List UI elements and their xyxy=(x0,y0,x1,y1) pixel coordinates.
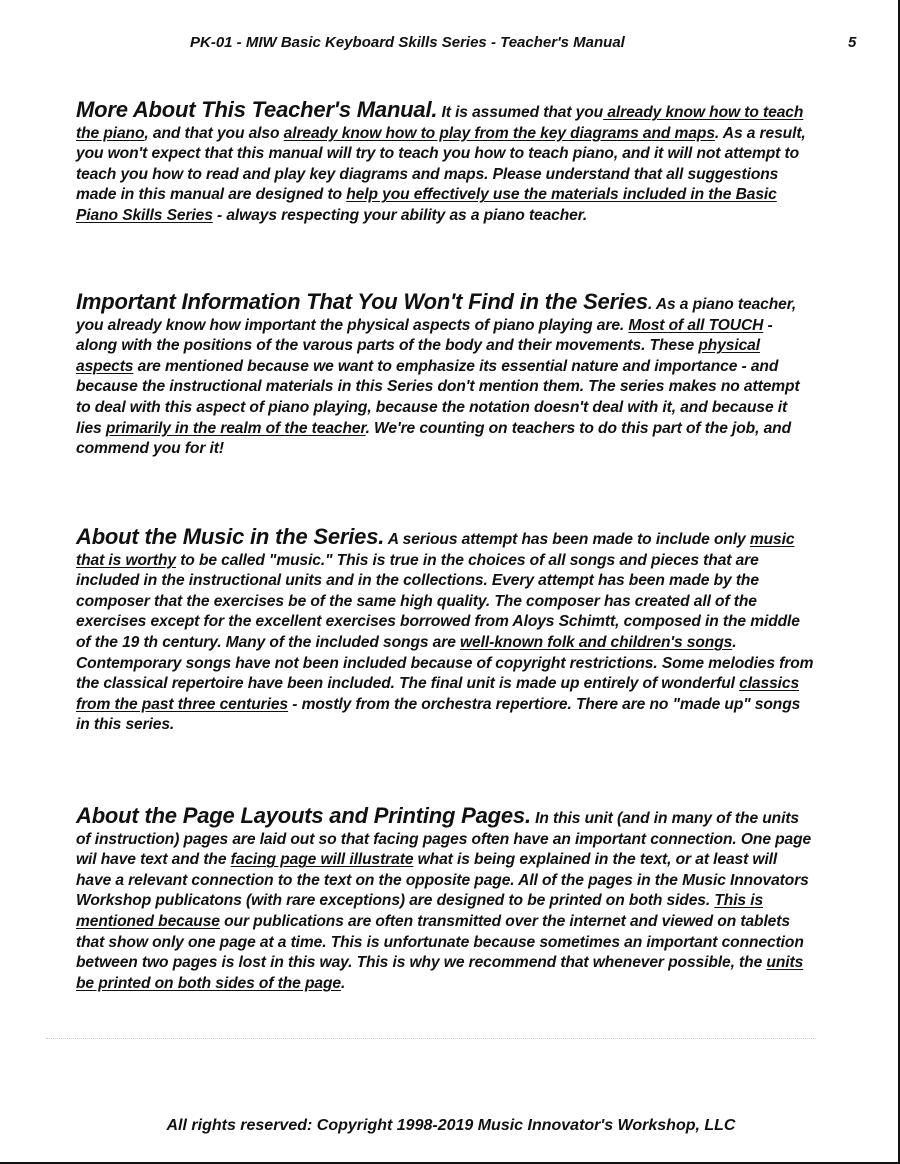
underlined-phrase: physical aspects xyxy=(76,337,760,375)
body-text: - mostly from the orchestra repertiore. There are no "made up" songs in this series. xyxy=(76,695,801,734)
body-text: . As a piano teacher, you already know how important the physical aspects of piano playing are. xyxy=(76,296,797,334)
copyright-notice: All rights reserved: Copyright 1998-2019 Music Innovator's Workshop, LLC xyxy=(166,1117,736,1134)
body-text: our publications are often transmitted over the internet and viewed on tablets that show only one page at a time. This is unfortunate because sometimes an important connection between two pages is lost in this way. This is why we recommend that whenever possible, the xyxy=(76,912,804,972)
section-body xyxy=(76,296,800,457)
underlined-phrase: primarily in the realm of the teacher xyxy=(105,419,366,437)
underlined-phrase: help you effectively use the materials included in the Basic Piano Skills Series xyxy=(76,186,777,224)
underlined-phrase: already know how to play from the key diagrams and maps xyxy=(283,124,715,142)
body-text: A serious attempt has been made to include only xyxy=(384,531,750,548)
section-heading: About the Music in the Series. xyxy=(76,524,385,549)
body-text: are mentioned because we want to emphasize its essential nature and importance - and because the instructional materials in this Series don't mention them. The series makes no attempt to deal with this aspect of piano playing, because the notation doesn't deal with it, and because it lies xyxy=(76,357,800,437)
section-heading: More About This Teacher's Manual. xyxy=(76,97,438,122)
body-text: to be called "music." This is true in the choices of all songs and pieces that are included in the instructional units and in the collections. Every attempt has been made by the composer that the exercises be of the same high quality. The composer has created all of the exercises except for the excellent exercises borrowed from Aloys Schimtt, composed in the middle of the 19 th century. Many of the included songs are xyxy=(76,551,800,651)
section-body xyxy=(76,810,811,992)
section-page-layouts xyxy=(76,803,816,994)
body-text: . xyxy=(340,974,346,992)
body-text: . Contemporary songs have not been included because of copyright restrictions. Some melodies from the classical repertoire have been included. The final unit is made up entirely of wonderful xyxy=(76,633,814,693)
page-footer xyxy=(0,1117,900,1135)
body-text: what is being explained in the text, or at least will have a relevant connection to the text on the opposite page. All of the pages in the Music Innovators Workshop publicatons (with rare exceptions) are designed to be printed on both sides. xyxy=(76,851,809,910)
section-more-about-manual xyxy=(76,97,816,227)
underlined-phrase: This is mentioned because xyxy=(76,892,764,930)
section-heading: Important Information That You Won't Find in the Series xyxy=(76,289,648,314)
underlined-phrase: well-known folk and children's songs xyxy=(460,633,733,651)
underlined-phrase: units be printed on both sides of the page xyxy=(76,954,804,992)
section-about-music xyxy=(76,524,816,736)
body-text: - always respecting your ability as a piano teacher. xyxy=(212,206,588,224)
manual-title: PK-01 - MIW Basic Keyboard Skills Series - Teacher's Manual xyxy=(190,34,625,51)
section-important-information xyxy=(76,289,816,460)
underlined-phrase: already know how to teach the piano xyxy=(76,104,804,142)
page-header xyxy=(0,34,900,56)
underlined-phrase: music that is worthy xyxy=(76,531,795,569)
body-text: It is assumed that you xyxy=(437,104,604,121)
body-text: . We're counting on teachers to do this part of the job, and commend you for it! xyxy=(76,419,791,458)
underlined-phrase: classics from the past three centuries xyxy=(76,675,800,713)
body-text: , and that you also xyxy=(144,124,284,142)
page-number: 5 xyxy=(848,34,857,51)
dotted-divider xyxy=(46,1038,816,1040)
body-text: . As a result, you won't expect that this manual will try to teach you how to teach piano, and it will not attempt to teach you how to read and play key diagrams and maps. Please understand that all suggestions made in this manual are designed to xyxy=(76,124,806,204)
section-body xyxy=(76,531,813,733)
underlined-phrase: facing page will illustrate xyxy=(230,851,414,869)
section-heading: About the Page Layouts and Printing Pages. xyxy=(76,803,531,828)
underlined-phrase: Most of all TOUCH xyxy=(628,316,764,334)
body-text: - along with the positions of the varous parts of the body and their movements. These xyxy=(76,316,773,355)
body-text: In this unit (and in many of the units of instruction) pages are laid out so that facing pages often have an important connection. One page wil have text and the xyxy=(76,810,812,869)
